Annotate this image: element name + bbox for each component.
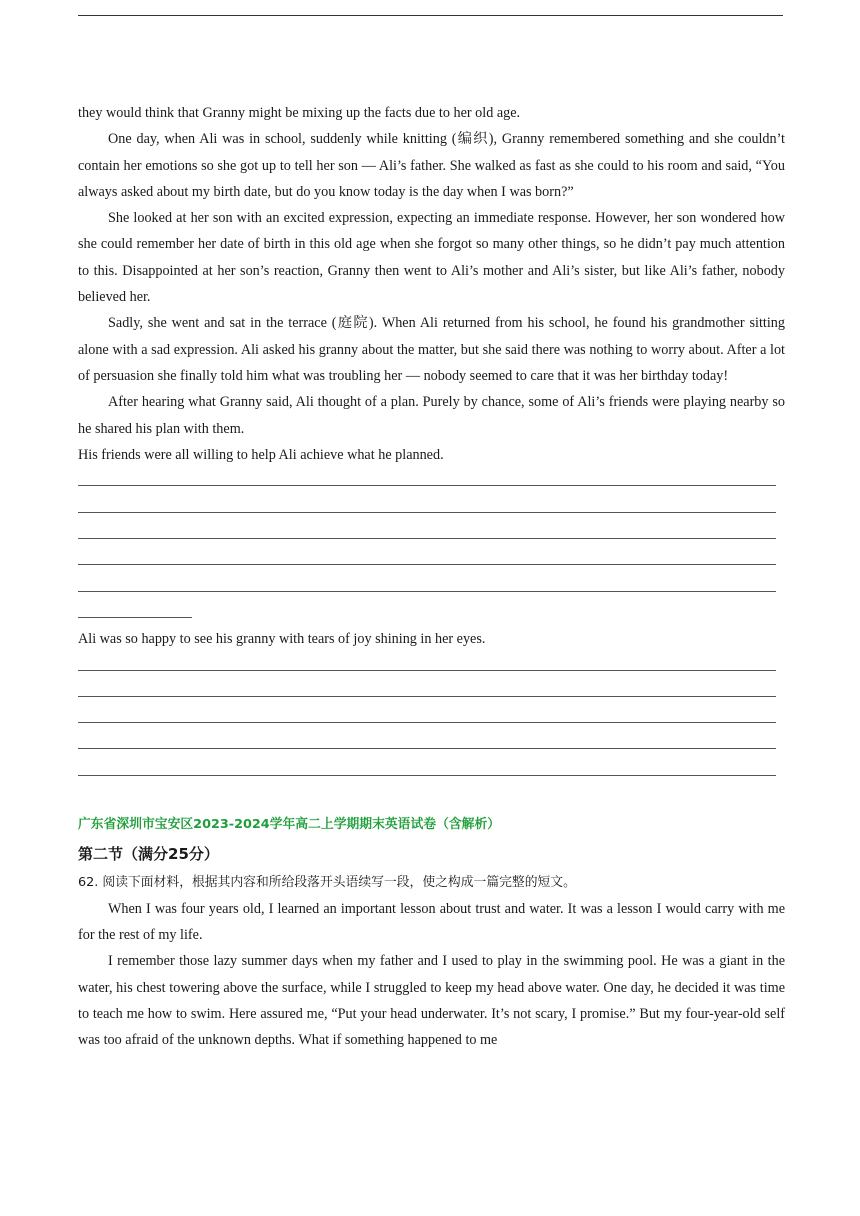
- continuation-prompt-2: Ali was so happy to see his granny with tears of joy shining in her eyes.: [78, 630, 486, 647]
- answer-line[interactable]: [78, 573, 785, 599]
- exam-source-title: 广东省深圳市宝安区2023-2024学年高二上学期期末英语试卷（含解析）: [78, 816, 501, 832]
- answer-line[interactable]: [78, 731, 785, 757]
- story-paragraph: When I was four years old, I learned an important lesson about trust and water. It was a lesson I would carry with me for the rest of my life.: [78, 900, 785, 944]
- story-paragraph: One day, when Ali was in school, suddenly while knitting (编织), Granny remembered something and she couldn’t contain her emotions so she got up to tell her son — Ali’s father. She walked as fast as she could to his room and said, “You always asked about my birth date, but do you know today is the day when I was born?”: [78, 131, 785, 200]
- answer-line[interactable]: [78, 757, 785, 783]
- answer-line-short[interactable]: [78, 600, 785, 626]
- story-paragraph: I remember those lazy summer days when my father and I used to play in the swimming pool. He was a giant in the water, his chest towering above the surface, while I struggled to keep my head above water. One day, he decided it was time to teach me how to swim. Here assured me, “Put your head underwater. It’s not scary, I promise.” But my four-year-old self was too afraid of the unknown depths. What if something happened to me: [78, 953, 785, 1049]
- header-rule: [78, 15, 783, 16]
- question-instruction: 62. 阅读下面材料，根据其内容和所给段落开头语续写一段，使之构成一篇完整的短文。: [78, 874, 576, 890]
- section-heading: 第二节（满分25分）: [78, 844, 219, 863]
- story-paragraph: they would think that Granny might be mixing up the facts due to her old age.: [78, 105, 521, 121]
- answer-line[interactable]: [78, 652, 785, 678]
- answer-line[interactable]: [78, 521, 785, 547]
- answer-line[interactable]: [78, 494, 785, 520]
- continuation-prompt-1: His friends were all willing to help Ali achieve what he planned.: [78, 446, 444, 463]
- story-paragraph: After hearing what Granny said, Ali thought of a plan. Purely by chance, some of Ali’s friends were playing nearby so he shared his plan with them.: [78, 394, 785, 437]
- answer-line[interactable]: [78, 705, 785, 731]
- spacer: [78, 784, 785, 811]
- story-paragraph: She looked at her son with an excited expression, expecting an immediate response. However, her son wondered how she could remember her date of birth in this old age when she forgot so many other things, so he didn’t pay much attention to this. Disappointed at her son’s reaction, Granny then went to Ali’s mother and Ali’s sister, but like Ali’s father, nobody believed her.: [78, 210, 785, 306]
- answer-line[interactable]: [78, 547, 785, 573]
- answer-line[interactable]: [78, 468, 785, 494]
- document-body: [78, 100, 785, 1054]
- answer-line[interactable]: [78, 679, 785, 705]
- story-paragraph: Sadly, she went and sat in the terrace (庭院). When Ali returned from his school, he found his grandmother sitting alone with a sad expression. Ali asked his granny about the matter, but she said there was nothing to worry about. After a lot of persuasion she finally told him what was troubling her — nobody seemed to care that it was her birthday today!: [78, 315, 785, 384]
